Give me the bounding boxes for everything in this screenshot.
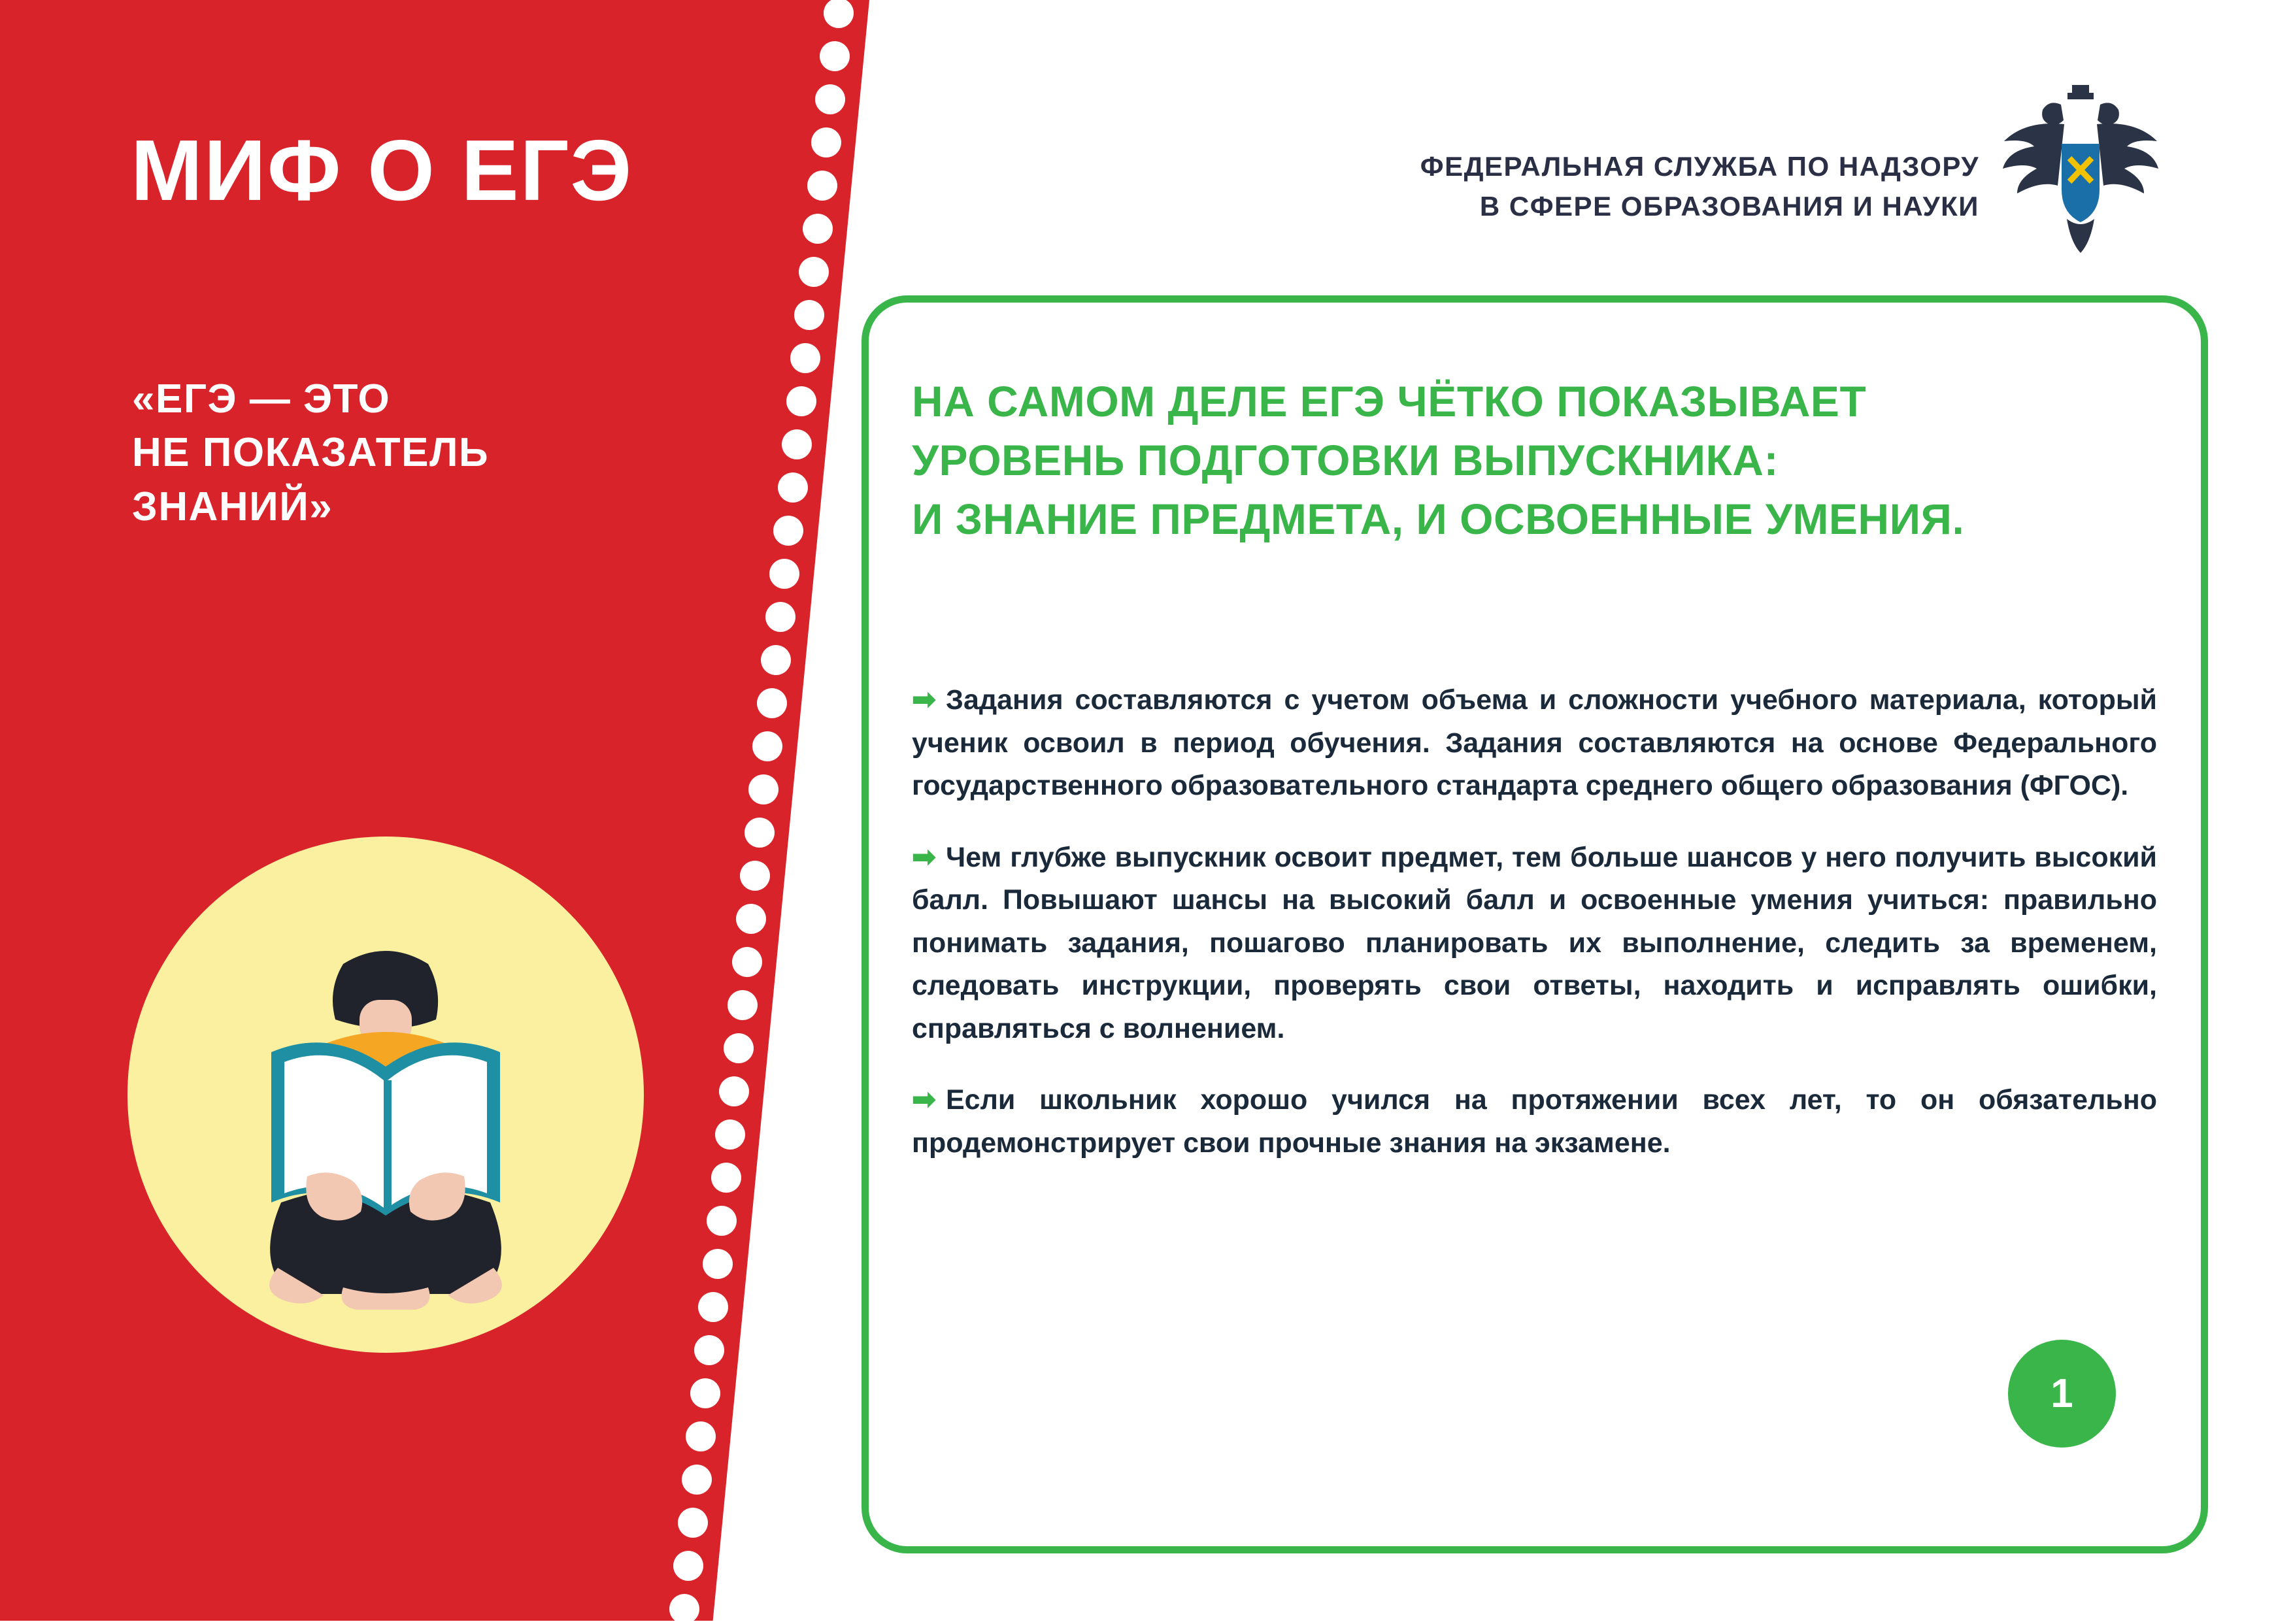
arrow-right-icon: ➡: [912, 1083, 936, 1116]
answer-heading: [912, 373, 2180, 548]
list-item: [912, 836, 2157, 1050]
list-item: [912, 678, 2157, 808]
double-headed-eagle-emblem: [1999, 85, 2162, 261]
answer-heading-line-2: УРОВЕНЬ ПОДГОТОВКИ ВЫПУСКНИКА:: [912, 435, 1779, 484]
agency-name: [1420, 147, 1979, 227]
myth-quote: [132, 373, 707, 534]
list-item-text: Чем глубже выпускник освоит предмет, тем больше шансов у него получить высокий балл. Повышают шансы на высокий балл и освоенные умения учиться: правильно понимать задания, пошагово планировать их выполнение, следить за временем, следовать инструкции, проверять свои ответы, находить и исправлять ошибки, справляться с волнением.: [912, 841, 2157, 1044]
left-red-panel: [0, 0, 869, 1621]
arrow-right-icon: ➡: [912, 684, 936, 716]
agency-line-1: ФЕДЕРАЛЬНАЯ СЛУЖБА ПО НАДЗОРУ: [1420, 151, 1979, 182]
answer-body: [912, 650, 2157, 1192]
answer-heading-line-1: НА САМОМ ДЕЛЕ ЕГЭ ЧЁТКО ПОКАЗЫВАЕТ: [912, 377, 1867, 425]
list-item: [912, 1078, 2157, 1165]
answer-heading-line-3: И ЗНАНИЕ ПРЕДМЕТА, И ОСВОЕННЫЕ УМЕНИЯ.: [912, 494, 1965, 543]
page-number-badge: 1: [2008, 1340, 2116, 1448]
myth-quote-line-3: ЗНАНИЙ»: [132, 484, 333, 529]
myth-quote-line-1: «ЕГЭ — ЭТО: [132, 376, 391, 422]
list-item-text: Задания составляются с учетом объема и сложности учебного материала, который ученик освоил в период обучения. Задания составляются на основе Федерального государственного образовательного стандарта среднего общего образования (ФГОС).: [912, 684, 2157, 802]
agency-line-2: В СФЕРЕ ОБРАЗОВАНИЯ И НАУКИ: [1479, 190, 1979, 222]
page-title: МИФ О ЕГЭ: [131, 122, 633, 218]
myth-quote-line-2: НЕ ПОКАЗАТЕЛЬ: [132, 430, 490, 476]
list-item-text: Если школьник хорошо учился на протяжении всех лет, то он обязательно продемонстрирует свои прочные знания на экзамене.: [912, 1084, 2157, 1159]
arrow-right-icon: ➡: [912, 840, 936, 873]
student-reading-book-illustration: [127, 837, 644, 1353]
